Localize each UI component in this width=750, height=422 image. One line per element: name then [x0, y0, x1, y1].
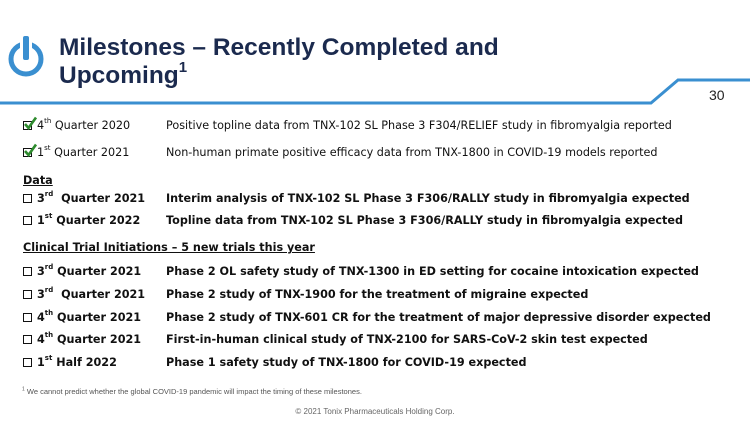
checkbox-icon [23, 216, 32, 225]
checked-box-icon [23, 121, 32, 130]
ordinal-suffix: th [44, 117, 52, 126]
period-label: Quarter 2021 [61, 192, 146, 205]
trial-period [23, 264, 141, 280]
ordinal: 4 [37, 119, 45, 132]
ordinal: 4 [37, 333, 45, 346]
trials-section-heading: Clinical Trial Initiations – 5 new trials this year [23, 241, 315, 254]
trial-period [23, 310, 141, 326]
footnote-text: We cannot predict whether the global COVID-19 pandemic will impact the timing of these milestones. [26, 387, 362, 396]
milestone-description: First-in-human clinical study of TNX-2100 for SARS-CoV-2 skin test expected [166, 333, 648, 346]
period-label: Quarter 2022 [56, 214, 141, 227]
trial-period [23, 355, 117, 371]
checkbox-icon [23, 335, 32, 344]
checkbox-icon [23, 290, 32, 299]
ordinal-suffix: th [44, 309, 54, 318]
milestone-description: Phase 1 safety study of TNX-1800 for COVID-19 expected [166, 356, 527, 369]
checked-box-icon [23, 148, 32, 157]
ordinal: 1 [37, 214, 45, 227]
footnote [22, 387, 362, 396]
header-divider [0, 76, 750, 110]
ordinal: 3 [37, 288, 45, 301]
checkbox-icon [23, 358, 32, 367]
title-footnote-marker: 1 [178, 58, 188, 76]
completed-period [23, 118, 130, 134]
milestone-description: Phase 2 study of TNX-601 CR for the treatment of major depressive disorder expected [166, 311, 711, 324]
milestone-description: Non-human primate positive efficacy data from TNX-1800 in COVID-19 models reported [166, 146, 658, 159]
period-label: Quarter 2021 [57, 311, 142, 324]
completed-period [23, 145, 129, 161]
ordinal-suffix: st [44, 212, 53, 221]
ordinal-suffix: rd [44, 263, 54, 272]
ordinal-suffix: rd [44, 190, 54, 199]
title-line-2-text: Upcoming [59, 62, 179, 89]
ordinal-suffix: rd [44, 286, 54, 295]
period-label: Quarter 2021 [61, 288, 146, 301]
period-label: Quarter 2020 [54, 119, 131, 132]
footnote-marker: 1 [22, 386, 25, 393]
milestone-description: Phase 2 study of TNX-1900 for the treatment of migraine expected [166, 288, 589, 301]
copyright: © 2021 Tonix Pharmaceuticals Holding Corp. [295, 407, 455, 416]
ordinal: 4 [37, 311, 45, 324]
trial-period [23, 332, 141, 348]
checkbox-icon [23, 194, 32, 203]
milestone-description: Interim analysis of TNX-102 SL Phase 3 F306/RALLY study in fibromyalgia expected [166, 192, 690, 205]
milestone-description: Topline data from TNX-102 SL Phase 3 F306/RALLY study in fibromyalgia expected [166, 214, 683, 227]
ordinal: 1 [37, 356, 45, 369]
title-line-1: Milestones – Recently Completed and [59, 34, 499, 61]
period-label: Quarter 2021 [57, 265, 142, 278]
ordinal: 1 [37, 146, 45, 159]
tonix-logo-icon [6, 32, 46, 80]
data-period [23, 213, 140, 229]
data-section-heading: Data [23, 174, 53, 187]
ordinal: 3 [37, 192, 45, 205]
milestone-description: Phase 2 OL safety study of TNX-1300 in ED setting for cocaine intoxication expected [166, 265, 699, 278]
trial-period [23, 287, 145, 303]
data-period [23, 191, 145, 207]
ordinal: 3 [37, 265, 45, 278]
check-icon [23, 143, 37, 157]
period-label: Quarter 2021 [57, 333, 142, 346]
ordinal-suffix: th [44, 331, 54, 340]
period-label: Quarter 2021 [54, 146, 130, 159]
check-icon [23, 116, 37, 130]
checkbox-icon [23, 313, 32, 322]
checkbox-icon [23, 267, 32, 276]
milestone-description: Positive topline data from TNX-102 SL Phase 3 F304/RELIEF study in fibromyalgia reported [166, 119, 672, 132]
period-label: Half 2022 [56, 356, 117, 369]
page-number: 30 [709, 87, 725, 103]
ordinal-suffix: st [44, 354, 53, 363]
ordinal-suffix: st [44, 144, 51, 153]
